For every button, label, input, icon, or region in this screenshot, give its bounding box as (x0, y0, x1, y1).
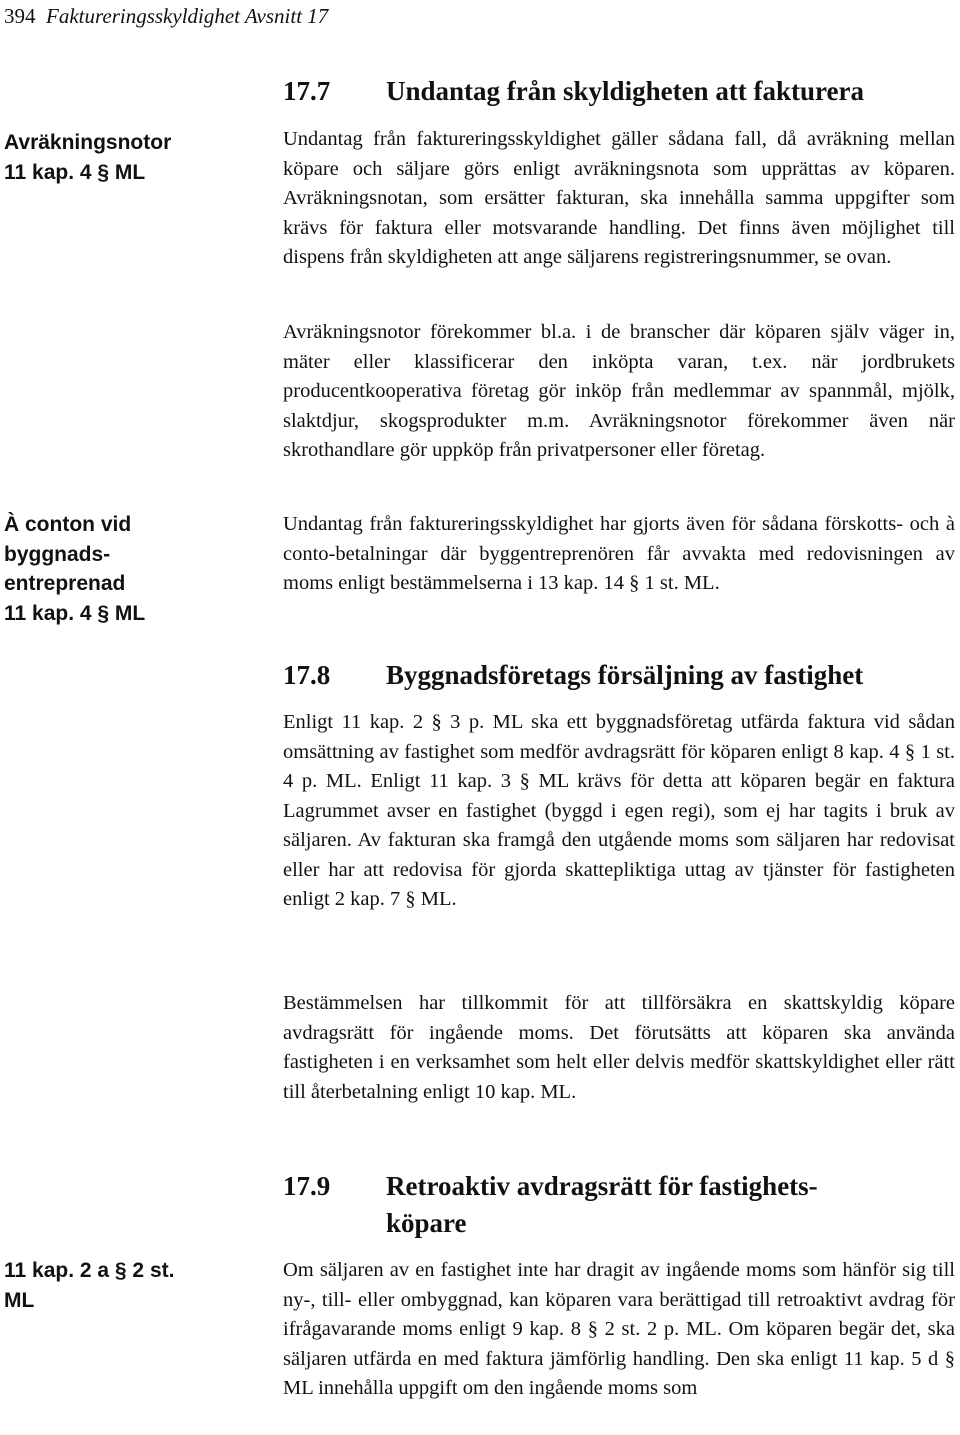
section-title: Retroaktiv avdragsrätt för fastighets-köpare (386, 1171, 818, 1238)
section-body-17-8 (283, 708, 955, 915)
margin-note-avrakningsnotor (4, 128, 244, 187)
section-heading-17-8 (283, 657, 955, 694)
section-heading-17-7 (283, 73, 955, 110)
paragraph: Undantag från faktureringsskyldighet gäller sådana fall, då avräkning mellan köpare och säljare görs enligt avräkningsnota som upprättas av köparen. Avräkningsnotan, som ersätter fakturan, ska innehålla samma uppgifter som krävs för faktura eller motsvarande handling. Det finns även möjlighet till dispens från skyldigheten att ange säljarens registreringsnummer, se ovan. (283, 128, 955, 268)
margin-note-line: 11 kap. 4 § ML (4, 160, 146, 184)
section-title: Undantag från skyldigheten att fakturera (386, 76, 865, 106)
page-number: 394 (4, 4, 36, 28)
section-number: 17.8 (283, 660, 331, 690)
margin-note-11kap-2a (4, 1256, 244, 1315)
section-body-17-7 (283, 318, 955, 466)
margin-note-line: entreprenad (4, 572, 126, 595)
paragraph: Om säljaren av en fastighet inte har dragit av ingående moms som hänför sig till ny-, till- eller ombyggnad, kan köparen vara berättigad till retroaktivt avdrag för ifrågavarande moms enligt 9 kap. 8 § 2 st. 2 p. ML. Om köparen begär det, ska säljaren utfärda en med faktura jämförlig handling. Den ska enligt 11 kap. 5 d § ML innehålla uppgift om den ingående moms som (283, 1259, 955, 1399)
section-title: Byggnadsföretags försäljning av fastighet (386, 660, 864, 690)
margin-note-line: À conton vid (4, 513, 132, 536)
section-body-17-7 (283, 125, 955, 273)
margin-note-line: byggnads- (4, 542, 111, 566)
margin-note-a-conton (4, 510, 244, 628)
margin-note-line: Avräkningsnotor (4, 131, 172, 154)
margin-note-line: 11 kap. 2 a § 2 st. (4, 1259, 175, 1282)
section-body-17-9 (283, 1256, 955, 1404)
section-body-17-8 (283, 989, 955, 1107)
section-heading-17-9 (283, 1168, 955, 1242)
paragraph: Enligt 11 kap. 2 § 3 p. ML ska ett byggnadsföretag utfärda faktura vid sådan omsättning av fastighet som medför avdragsrätt för köparen enligt 8 kap. 4 § 1 st. 4 p. ML. Enligt 11 kap. 3 § ML krävs för detta att köparen begär en faktura Lagrummet avser en fastighet (byggd i egen regi), som ej har tagits i bruk av säljaren. Av fakturan ska framgå den utgående moms som säljaren har redovisat eller har att redovisa för gjorda skattepliktiga uttag av tjänster för fastigheten enligt 2 kap. 7 § ML. (283, 711, 955, 910)
paragraph: Bestämmelsen har tillkommit för att tillförsäkra en skattskyldig köpare avdragsrätt för ingående moms. Det förutsätts att köparen ska använda fastigheten i en verksamhet som helt eller delvis medför skattskyldighet eller rätt till återbetalning enligt 10 kap. ML. (283, 992, 955, 1103)
section-body-17-7 (283, 510, 955, 599)
margin-note-line: ML (4, 1288, 35, 1312)
paragraph: Undantag från faktureringsskyldighet har gjorts även för sådana förskotts- och à conto-betalningar där byggentreprenören får avvakta med redovisningen av moms enligt bestämmelserna i 13 kap. 14 § 1 st. ML. (283, 513, 955, 594)
running-title: Faktureringsskyldighet Avsnitt 17 (46, 4, 329, 28)
paragraph: Avräkningsnotor förekommer bl.a. i de branscher där köparen själv väger in, mäter eller klassificerar den inköpta varan, t.ex. när jordbrukets producentkooperativa företag gör inköp från medlemmar av spannmål, mjölk, slaktdjur, skogsprodukter m.m. Avräkningsnotor förekommer även när skrothandlare gör uppköp från privatpersoner eller företag. (283, 321, 955, 461)
margin-note-line: 11 kap. 4 § ML (4, 601, 146, 625)
section-number: 17.7 (283, 76, 331, 106)
section-number: 17.9 (283, 1171, 331, 1201)
running-header (4, 2, 328, 30)
